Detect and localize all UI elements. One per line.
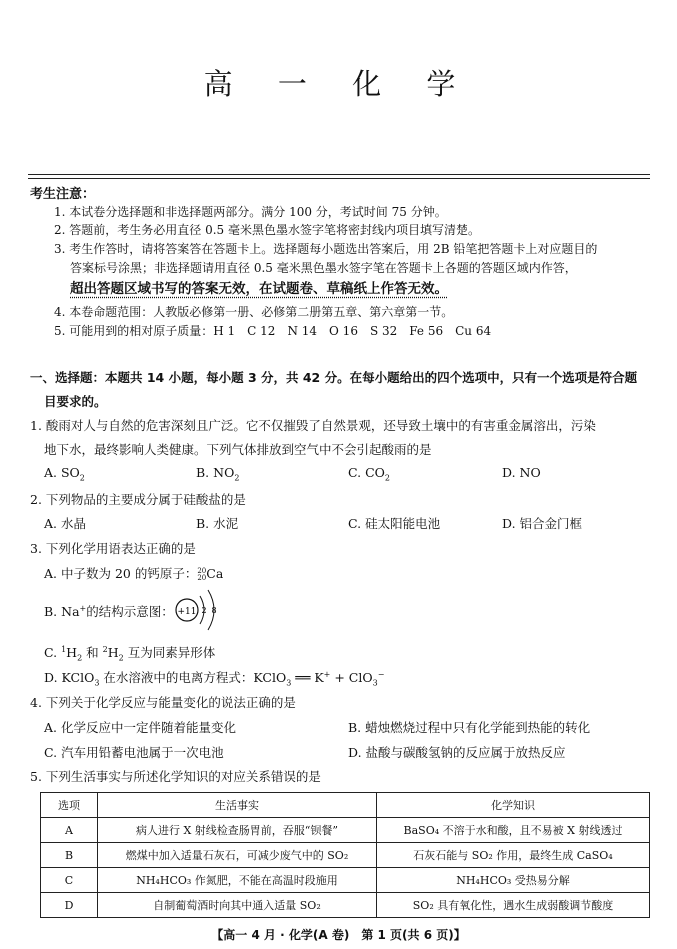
question-2-option-b: B. 水泥 [196, 516, 239, 531]
section-heading-cont: 目要求的。 [44, 394, 107, 409]
table-cell: NH₄HCO₃ 受热易分解 [377, 868, 650, 893]
table-cell: 石灰石能与 SO₂ 作用，最终生成 CaSO₄ [377, 843, 650, 868]
table-row [41, 818, 650, 843]
table-cell: C [41, 868, 98, 893]
question-5-table [40, 792, 650, 918]
table-header-row [41, 793, 650, 818]
question-1-option-a: A. $SO_2$ [44, 465, 85, 483]
page-footer: 【高一 4 月 · 化学(A 卷) 第 1 页(共 6 页)】 [211, 928, 466, 942]
table-header: 生活事实 [98, 793, 377, 818]
question-2-option-c: C. 硅太阳能电池 [348, 516, 441, 531]
question-4-option-a: A. 化学反应中一定伴随着能量变化 [44, 720, 236, 735]
page-title: 高 一 化 学 [203, 67, 474, 101]
shell-2-count: 8 [211, 606, 217, 615]
table-cell: A [41, 818, 98, 843]
question-1-option-c: C. $CO_2$ [348, 465, 390, 483]
notice-item: 3. 考生作答时，请将答案答在答题卡上。选择题每小题选出答案后，用 2B 铅笔把答题卡上对应题目的 [54, 242, 598, 256]
table-cell: D [41, 893, 98, 918]
question-2-option-a: A. 水晶 [44, 516, 86, 531]
table-cell: 病人进行 X 射线检查肠胃前，吞服“钡餐” [98, 818, 377, 843]
notice-item-emphasis: 超出答题区域书写的答案无效，在试题卷、草稿纸上作答无效。 [70, 281, 448, 297]
question-2-option-d: D. 铝合金门框 [502, 516, 583, 531]
table-row [41, 893, 650, 918]
question-4-option-c: C. 汽车用铅蓄电池属于一次电池 [44, 745, 224, 760]
table-cell: NH₄HCO₃ 作氮肥，不能在高温时段施用 [98, 868, 377, 893]
table-row [41, 868, 650, 893]
question-3-option-d: D. KClO$_3$ 在水溶液中的电离方程式：KClO$_3$ ══ K+ + ClO$_3$− [44, 669, 385, 688]
notice-heading: 考生注意： [30, 187, 96, 202]
table-header: 选项 [41, 793, 98, 818]
table-cell: BaSO₄ 不溶于水和酸，且不易被 X 射线透过 [377, 818, 650, 843]
question-1-stem: 1. 酸雨对人与自然的危害深刻且广泛。它不仅摧毁了自然景观，还导致土壤中的有害重金属溶出，污染 [30, 418, 596, 433]
divider [28, 174, 650, 175]
question-2-stem: 2. 下列物品的主要成分属于硅酸盐的是 [30, 492, 246, 507]
question-4-option-b: B. 蜡烛燃烧过程中只有化学能到热能的转化 [348, 720, 591, 735]
question-4-option-d: D. 盐酸与碳酸氢钠的反应属于放热反应 [348, 745, 566, 760]
notice-item: 4. 本卷命题范围：人教版必修第一册、必修第二册第五章、第六章第一节。 [54, 305, 454, 319]
table-header: 化学知识 [377, 793, 650, 818]
table-row [41, 843, 650, 868]
question-4-stem: 4. 下列关于化学反应与能量变化的说法正确的是 [30, 695, 296, 710]
shell-1-count: 2 [201, 606, 207, 615]
sodium-ion-structure-diagram [170, 584, 230, 636]
question-3-option-c: C. $^1H_2$ 和 $^2H_2$ 互为同素异形体 [44, 644, 216, 663]
question-3-stem: 3. 下列化学用语表达正确的是 [30, 541, 196, 556]
question-1-option-b: B. $NO_2$ [196, 465, 240, 483]
table-cell: SO₂ 具有氧化性，遇水生成弱酸调节酸度 [377, 893, 650, 918]
question-3-option-b: B. Na+的结构示意图： [44, 603, 174, 619]
question-3-option-a: A. 中子数为 20 的钙原子：20 20Ca [44, 566, 224, 582]
question-1-stem-cont: 地下水，最终影响人类健康。下列气体排放到空气中不会引起酸雨的是 [44, 442, 432, 457]
section-heading: 一、选择题：本题共 14 小题，每小题 3 分，共 42 分。在每小题给出的四个选项中，只有一个选项是符合题 [30, 370, 638, 385]
nucleus-label: +11 [177, 607, 197, 617]
notice-item: 5. 可能用到的相对原子质量：H 1 C 12 N 14 O 16 S 32 Fe 56 Cu 64 [54, 324, 492, 338]
notice-item: 2. 答题前，考生务必用直径 0.5 毫米黑色墨水签字笔将密封线内项目填写清楚。 [54, 223, 480, 237]
question-5-stem: 5. 下列生活事实与所述化学知识的对应关系错误的是 [30, 769, 321, 784]
table-cell: 自制葡萄酒时向其中通入适量 SO₂ [98, 893, 377, 918]
question-1-option-d: D. NO [502, 465, 541, 480]
notice-item: 答案标号涂黑；非选择题请用直径 0.5 毫米黑色墨水签字笔在答题卡上各题的答题区域内作答， [70, 261, 577, 275]
table-cell: 燃煤中加入适量石灰石，可减少废气中的 SO₂ [98, 843, 377, 868]
table-cell: B [41, 843, 98, 868]
notice-item: 1. 本试卷分选择题和非选择题两部分。满分 100 分，考试时间 75 分钟。 [54, 205, 447, 219]
divider [28, 178, 650, 179]
